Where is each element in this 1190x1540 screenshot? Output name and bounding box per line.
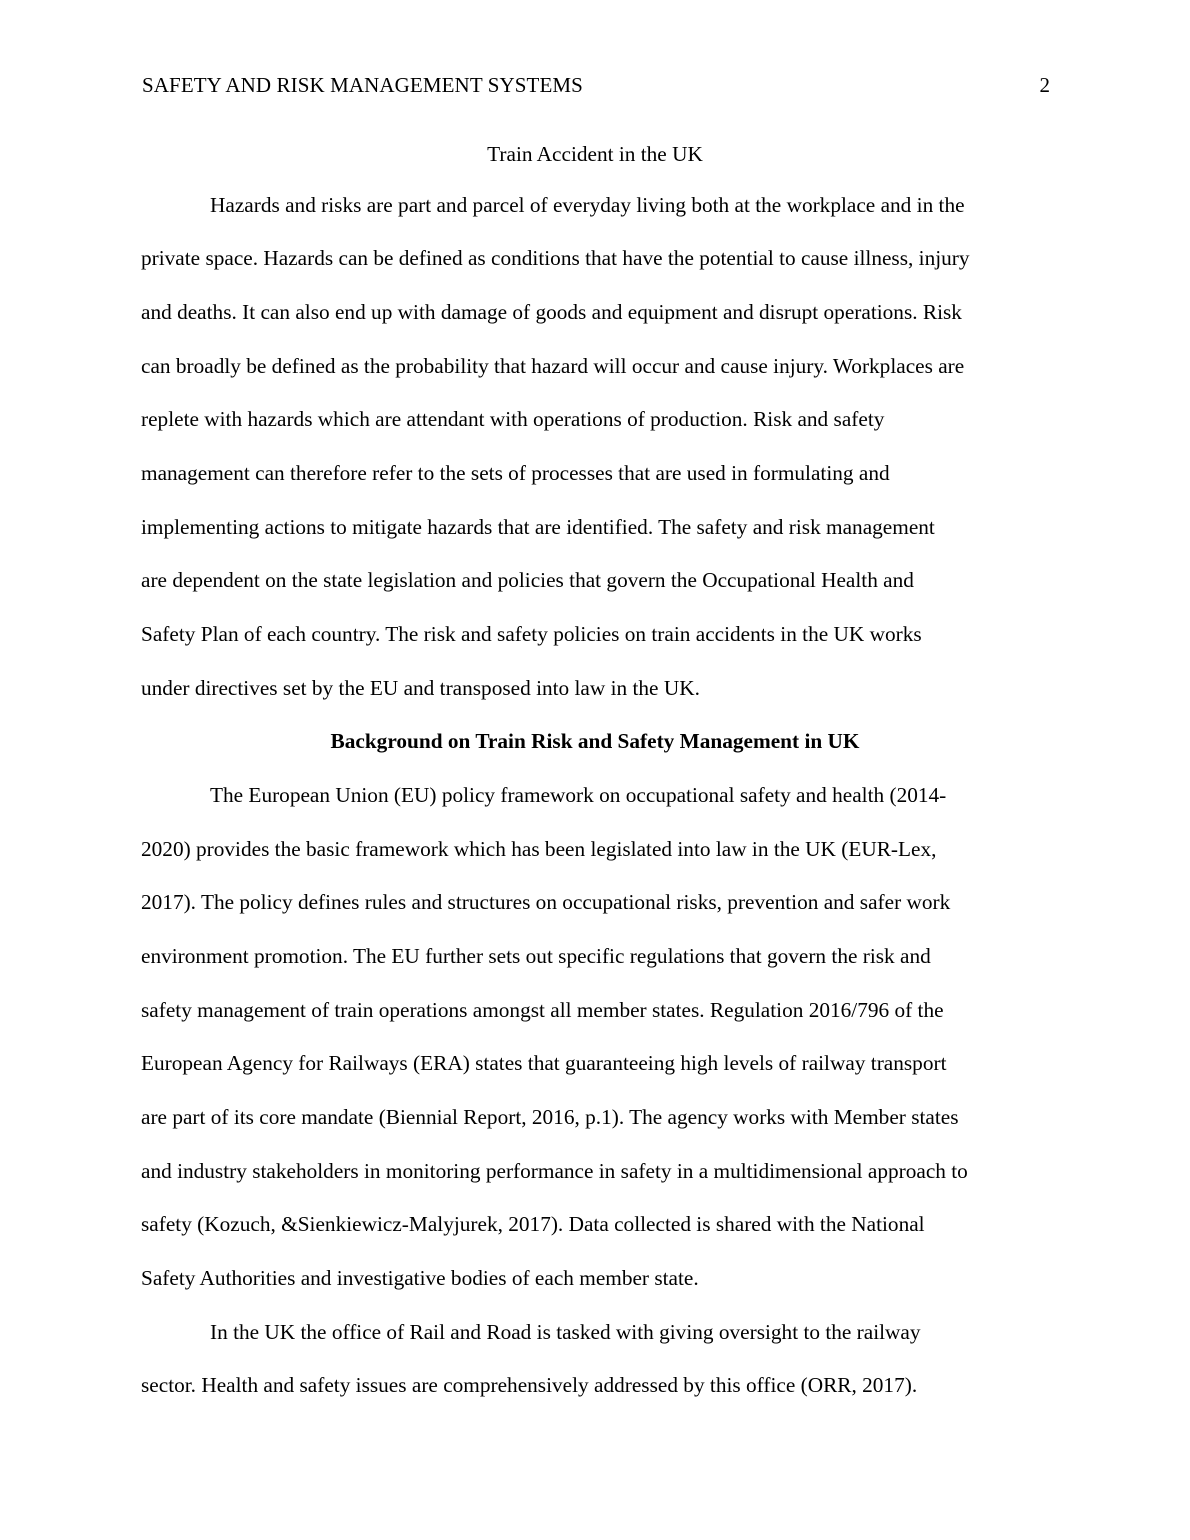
paragraph-1-line: can broadly be defined as the probability that hazard will occur and cause injury. Workplaces are [141, 354, 965, 378]
paragraph-2-line: The European Union (EU) policy framework on occupational safety and health (2014- [210, 783, 947, 807]
paragraph-1-line: and deaths. It can also end up with damage of goods and equipment and disrupt operations. Risk [141, 300, 962, 324]
paragraph-1-line: under directives set by the EU and transposed into law in the UK. [141, 676, 700, 700]
page-number: 2 [1039, 73, 1050, 97]
paragraph-2-line: are part of its core mandate (Biennial Report, 2016, p.1). The agency works with Member states [141, 1105, 959, 1129]
paragraph-1-line: Safety Plan of each country. The risk and safety policies on train accidents in the UK works [141, 622, 922, 646]
running-head-title: SAFETY AND RISK MANAGEMENT SYSTEMS [142, 73, 583, 97]
paragraph-2-line: safety management of train operations amongst all member states. Regulation 2016/796 of the [141, 998, 944, 1022]
paragraph-1-line: replete with hazards which are attendant with operations of production. Risk and safety [141, 407, 885, 431]
paragraph-1-line: private space. Hazards can be defined as conditions that have the potential to cause illness, injury [141, 246, 970, 270]
section-heading: Background on Train Risk and Safety Management in UK [330, 729, 860, 753]
paragraph-2-line: environment promotion. The EU further sets out specific regulations that govern the risk and [141, 944, 931, 968]
paragraph-1-line: implementing actions to mitigate hazards that are identified. The safety and risk management [141, 515, 935, 539]
paragraph-2-line: European Agency for Railways (ERA) states that guaranteeing high levels of railway transport [141, 1051, 947, 1075]
paragraph-2-line: and industry stakeholders in monitoring performance in safety in a multidimensional approach to [141, 1159, 968, 1183]
paragraph-2-line: Safety Authorities and investigative bodies of each member state. [141, 1266, 699, 1290]
paragraph-2-line: 2017). The policy defines rules and structures on occupational risks, prevention and safer work [141, 890, 951, 914]
paragraph-1-line: management can therefore refer to the sets of processes that are used in formulating and [141, 461, 890, 485]
paragraph-3-line: In the UK the office of Rail and Road is tasked with giving oversight to the railway [210, 1320, 921, 1344]
paragraph-1-line: are dependent on the state legislation and policies that govern the Occupational Health and [141, 568, 914, 592]
paragraph-3-line: sector. Health and safety issues are comprehensively addressed by this office (ORR, 2017). [141, 1373, 918, 1397]
running-head [142, 70, 1050, 100]
paragraph-1-line: Hazards and risks are part and parcel of everyday living both at the workplace and in the [210, 193, 965, 217]
paragraph-2-line: 2020) provides the basic framework which has been legislated into law in the UK (EUR-Lex, [141, 837, 937, 861]
paragraph-2-line: safety (Kozuch, &Sienkiewicz-Malyjurek, 2017). Data collected is shared with the National [141, 1212, 925, 1236]
document-title: Train Accident in the UK [487, 142, 703, 166]
